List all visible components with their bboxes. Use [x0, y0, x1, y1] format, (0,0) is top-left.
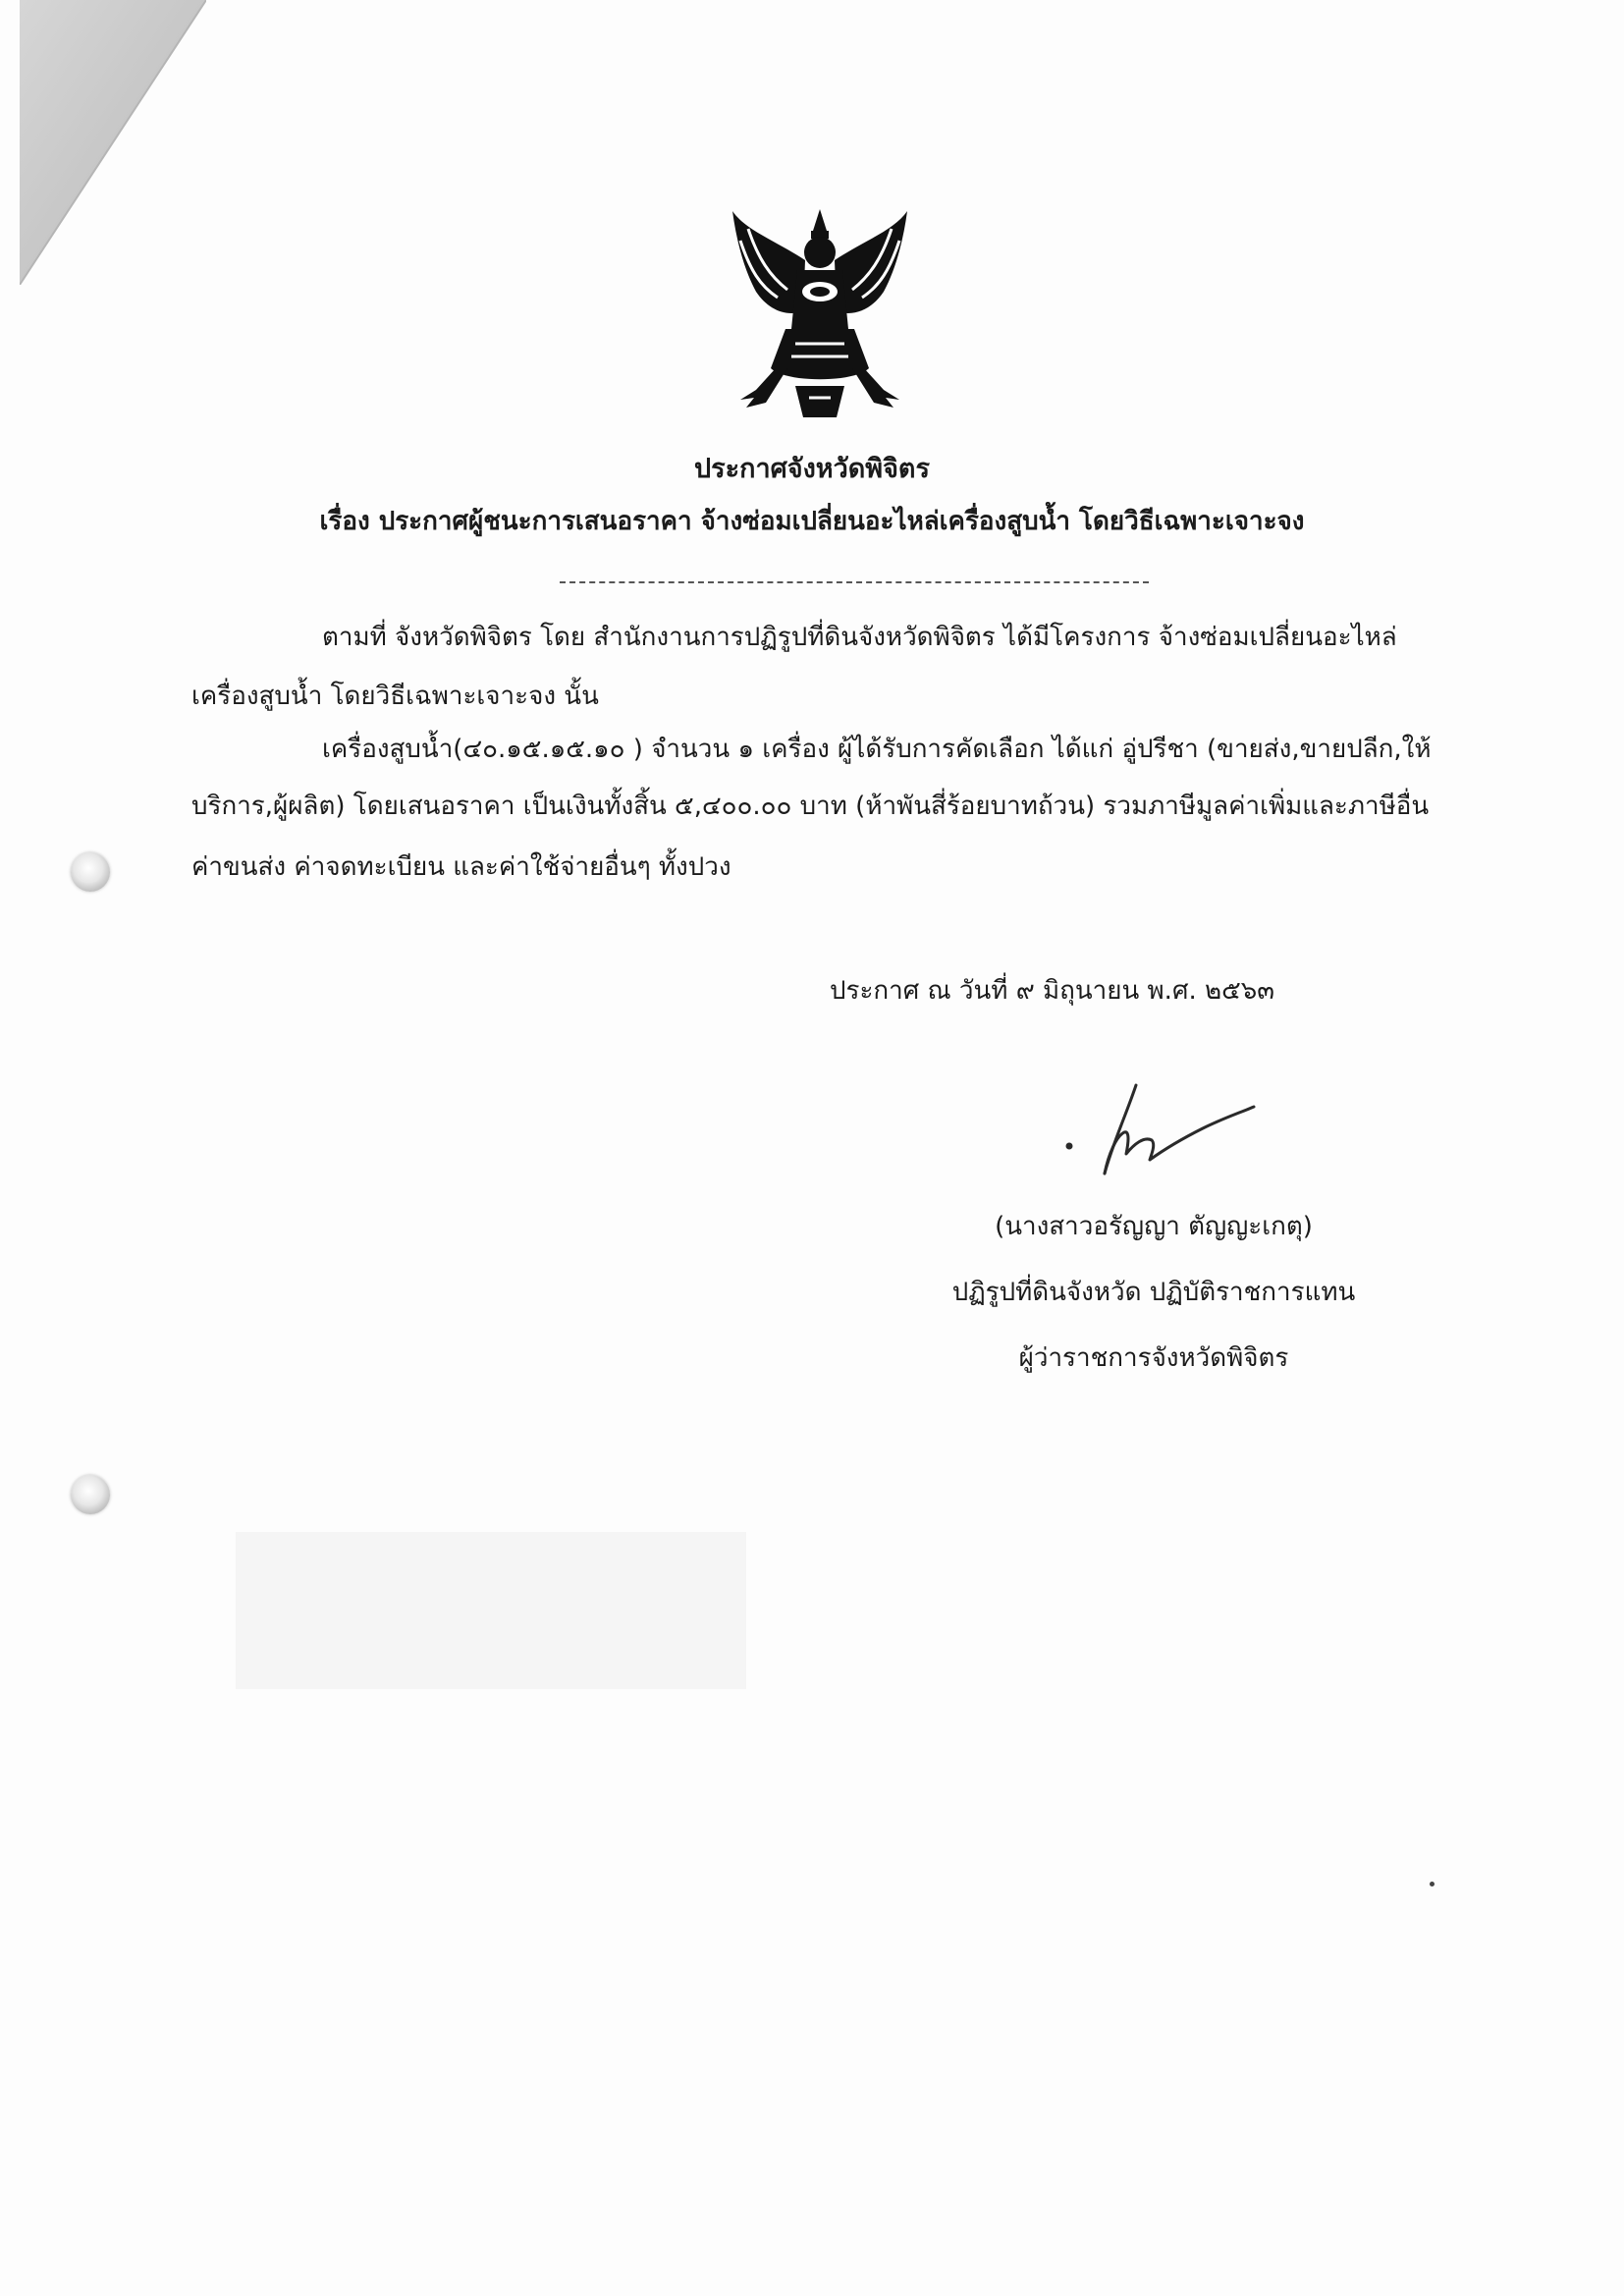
folded-corner [20, 0, 206, 285]
punch-hole [71, 852, 110, 892]
punch-hole [71, 1475, 110, 1514]
scan-speck [1430, 1882, 1435, 1886]
garuda-emblem-icon [727, 201, 913, 422]
body-line: บริการ,ผู้ผลิต) โดยเสนอราคา เป็นเงินทั้งสิ้น ๕,๔๐๐.๐๐ บาท (ห้าพันสี่ร้อยบาทถ้วน) รวมภาษีมูลค่าเพิ่มและภาษีอื่น [191, 792, 1430, 821]
body-line: เครื่องสูบน้ำ(๔๐.๑๕.๑๕.๑๐ ) จำนวน ๑ เครื่อง ผู้ได้รับการคัดเลือก ได้แก่ อู่ปรีชา (ขายส่ง,ขายปลีก,ให้ [322, 735, 1432, 764]
signer-position: ผู้ว่าราชการจังหวัดพิจิตร [1018, 1343, 1289, 1373]
document-title: ประกาศจังหวัดพิจิตร [694, 454, 930, 484]
scan-bleed [236, 1532, 746, 1689]
document-subject: เรื่อง ประกาศผู้ชนะการเสนอราคา จ้างซ่อมเปลี่ยนอะไหล่เครื่องสูบน้ำ โดยวิธีเฉพาะเจาะจง [319, 507, 1305, 536]
announce-date: ประกาศ ณ วันที่ ๙ มิถุนายน พ.ศ. ๒๕๖๓ [830, 976, 1275, 1006]
signer-name: (นางสาวอรัญญา ตัญญะเกตุ) [995, 1212, 1313, 1241]
body-line: ค่าขนส่ง ค่าจดทะเบียน และค่าใช้จ่ายอื่นๆ ทั้งปวง [191, 852, 731, 882]
divider-line [560, 581, 1149, 583]
handwritten-signature [1065, 1075, 1262, 1183]
signer-position: ปฏิรูปที่ดินจังหวัด ปฏิบัติราชการแทน [951, 1278, 1356, 1307]
body-line: เครื่องสูบน้ำ โดยวิธีเฉพาะเจาะจง นั้น [191, 682, 599, 711]
body-line: ตามที่ จังหวัดพิจิตร โดย สำนักงานการปฏิรูปที่ดินจังหวัดพิจิตร ได้มีโครงการ จ้างซ่อมเปลี่ยนอะไหล่ [322, 623, 1397, 652]
